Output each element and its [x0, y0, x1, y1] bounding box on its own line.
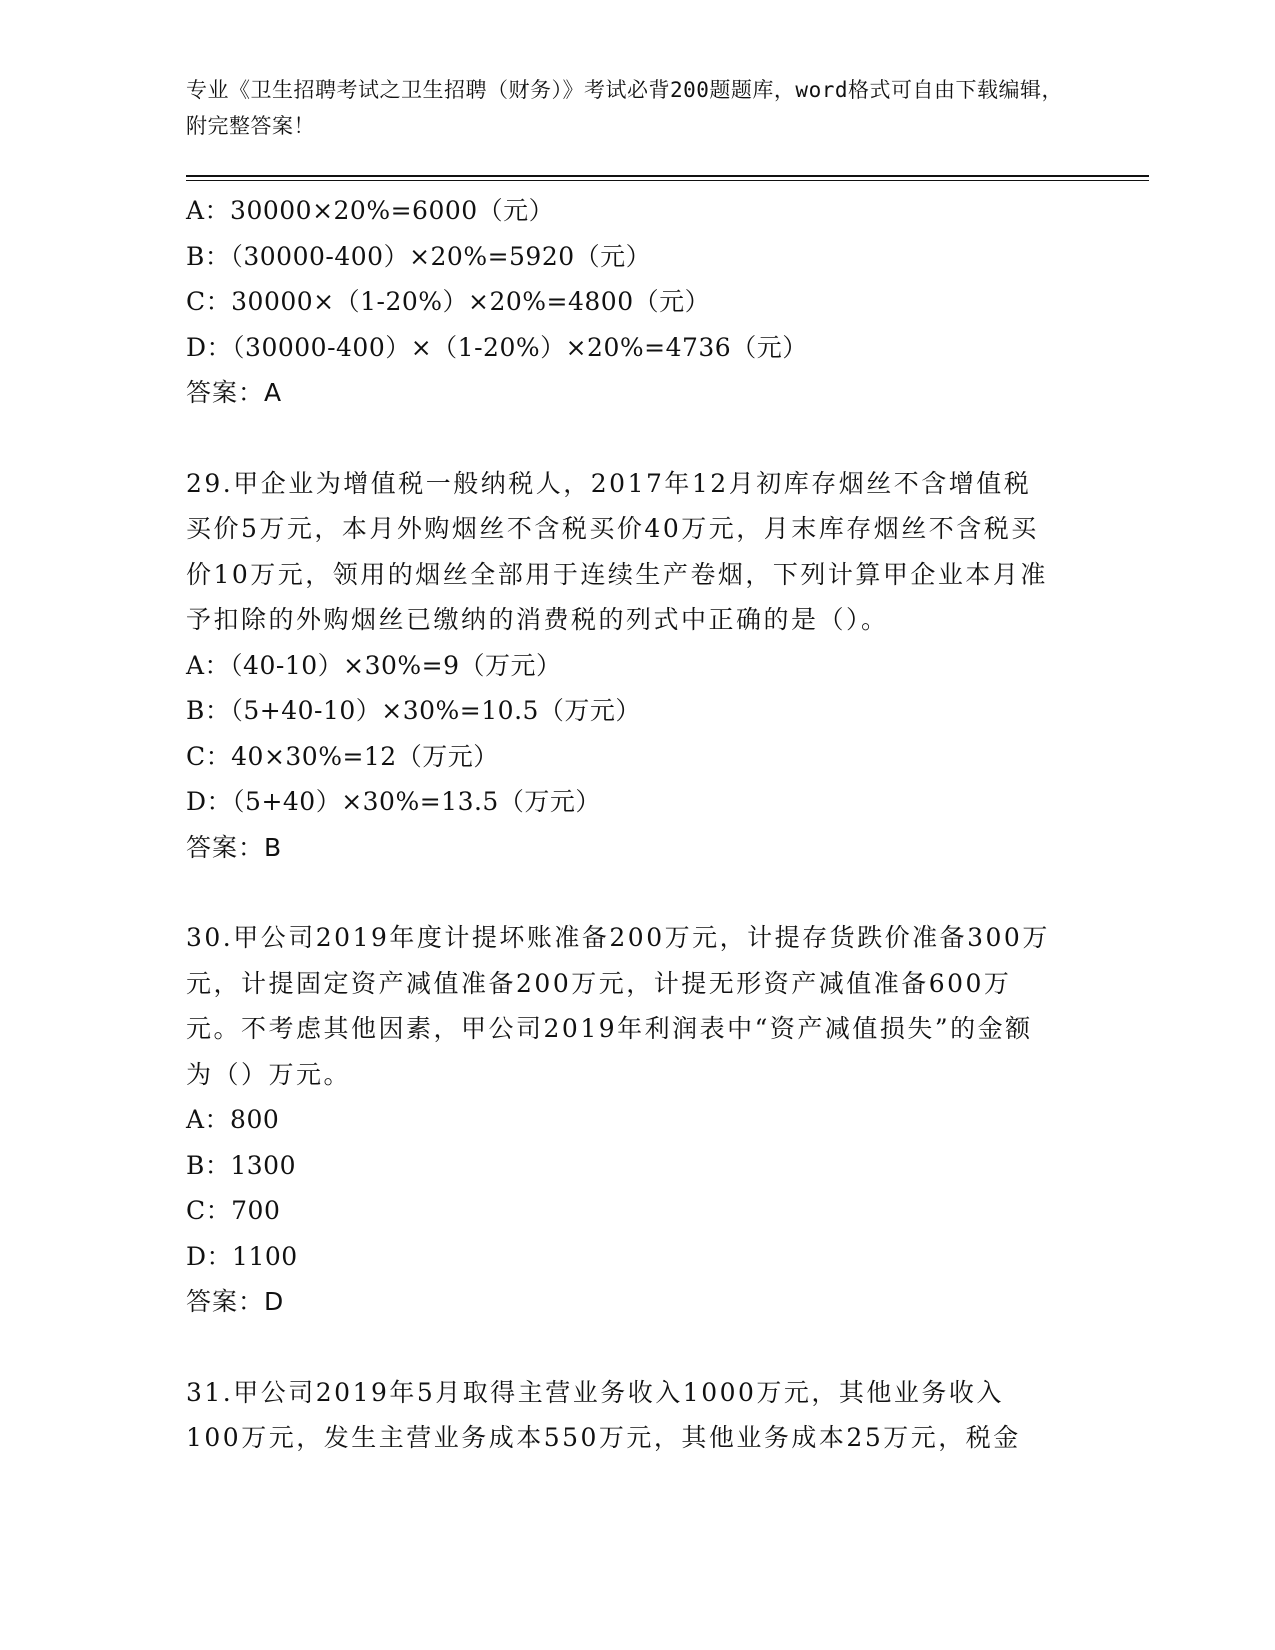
- option-d: D：（5+40）×30%=13.5（万元）: [186, 787, 601, 816]
- question-29: [186, 461, 1086, 871]
- option-c: C：700: [186, 1196, 281, 1225]
- question-28: [186, 188, 1086, 416]
- question-30: [186, 915, 1086, 1325]
- option-d: D：1100: [186, 1241, 298, 1271]
- option-b: B：1300: [186, 1150, 296, 1180]
- question-list: [186, 188, 1086, 1461]
- option-c: C：30000×（1-20%）×20%=4800（元）: [186, 287, 711, 316]
- option-c: C：40×30%=12（万元）: [186, 741, 499, 771]
- option-a: A：800: [186, 1105, 280, 1134]
- question-stem: 29.甲企业为增值税一般纳税人，2017年12月初库存烟丝不含增值税买价5万元，本月外购烟丝不含税买价40万元，月末库存烟丝不含税买价10万元，领用的烟丝全部用于连续生产卷烟，下列计算甲企业本月准予扣除的外购烟丝已缴纳的消费税的列式中正确的是（）。: [186, 468, 1048, 634]
- page-header: 专业《卫生招聘考试之卫生招聘（财务）》考试必背200题题库，word格式可自由下载编辑，附完整答案！: [186, 78, 1063, 138]
- option-b: B：（30000-400）×20%=5920（元）: [186, 241, 652, 271]
- option-a: A：（40-10）×30%=9（万元）: [186, 650, 562, 680]
- option-d: D：（30000-400）×（1-20%）×20%=4736（元）: [186, 332, 808, 362]
- question-31: [186, 1370, 1086, 1461]
- answer: 答案：A: [186, 378, 283, 407]
- option-b: B：（5+40-10）×30%=10.5（万元）: [186, 696, 641, 725]
- header-divider-thick: [186, 175, 1149, 177]
- answer: 答案：D: [186, 1287, 285, 1316]
- question-stem: 31.甲公司2019年5月取得主营业务收入1000万元，其他业务收入100万元，发生主营业务成本550万元，其他业务成本25万元，税金: [186, 1377, 1021, 1452]
- header-divider-thin: [186, 180, 1149, 181]
- answer: 答案：B: [186, 832, 283, 862]
- option-a: A：30000×20%=6000（元）: [186, 196, 555, 225]
- question-stem: 30.甲公司2019年度计提坏账准备200万元，计提存货跌价准备300万元，计提固定资产减值准备200万元，计提无形资产减值准备600万元。不考虑其他因素，甲公司2019年利润表中“资产减值损失”的金额为（）万元。: [186, 923, 1050, 1089]
